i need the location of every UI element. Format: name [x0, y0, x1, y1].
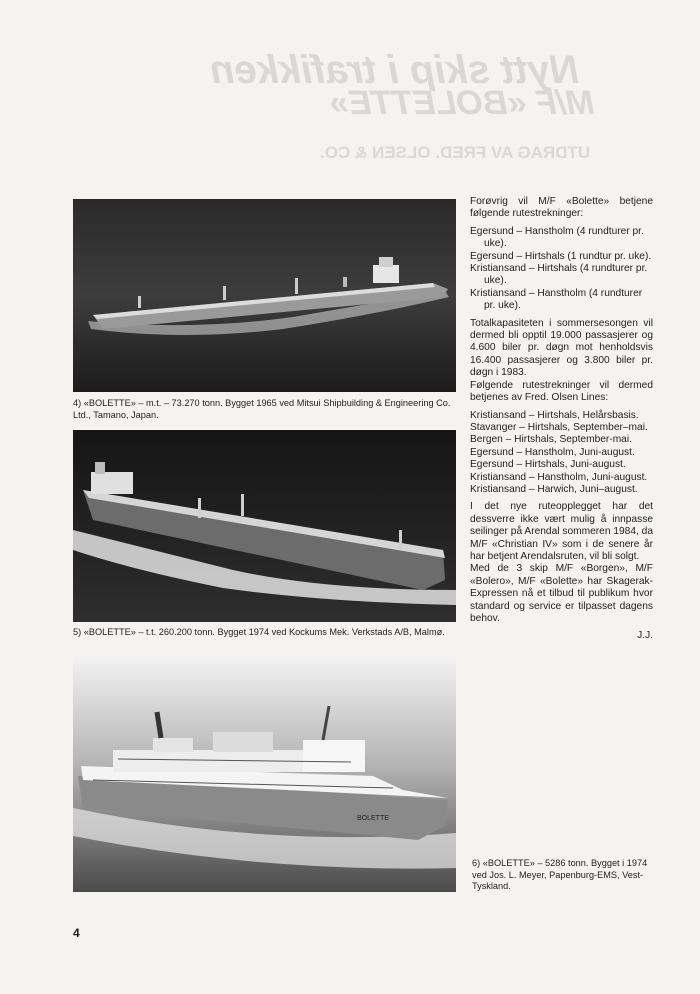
- route-line: Kristiansand – Hanstholm (4 rundturer pr. uke).: [470, 287, 643, 312]
- route-line: Egersund – Hirtshals (1 rundtur pr. uke).: [470, 250, 652, 262]
- show-through-subheading: M/F «BOLETTE»: [330, 84, 595, 122]
- article-column: [470, 196, 653, 648]
- route-line: Kristiansand – Hanstholm, Juni-august.: [470, 471, 648, 483]
- route-line: Kristiansand – Hirtshals (4 rundturer pr. uke).: [470, 263, 648, 287]
- route-line: Bergen – Hirtshals, September-mai.: [470, 434, 632, 446]
- route-line: Stavanger – Hirtshals, September–mai.: [470, 421, 648, 433]
- closing-paragraph: Med de 3 skip M/F «Borgen», M/F «Bolero», M/F «Bolette» har Skagerak-Expressen nå et tilbud til publikum hvor standard og service er tilpasset dagens behov.: [470, 563, 653, 624]
- routes-intro-paragraph: Følgende rutestrekninger vil dermed betjenes av Fred. Olsen Lines:: [470, 379, 653, 404]
- page-number: 4: [73, 926, 80, 940]
- route-line: Kristiansand – Hirtshals, Helårsbasis.: [470, 409, 639, 421]
- author-signature: J.J.: [637, 630, 653, 642]
- photo-ferry-bolette: [73, 658, 456, 892]
- photo-caption: 4) «BOLETTE» – m.t. – 73.270 tonn. Bygget 1965 ved Mitsui Shipbuilding & Engineering Co. Ltd., Tamano, Japan.: [73, 398, 451, 420]
- show-through-heading: Nytt skip i trafikken: [210, 48, 580, 92]
- show-through-byline: UTDRAG AV FRED. OLSEN & CO.: [320, 143, 591, 162]
- photo-tanker-1965: [73, 199, 456, 392]
- route-line: Kristiansand – Harwich, Juni–august.: [470, 483, 638, 495]
- photo-tanker-1974: [73, 430, 456, 622]
- route-line: Egersund – Hanstholm, Juni-august.: [470, 446, 635, 458]
- photo-caption: 6) «BOLETTE» – 5286 tonn. Bygget i 1974 ved Jos. L. Meyer, Papenburg-EMS, Vest-Tyskland.: [472, 858, 648, 891]
- route-line: Egersund – Hirtshals, Juni-august.: [470, 459, 626, 471]
- arendal-paragraph: I det nye ruteopplegget har det dessverre ikke vært mulig å innpasse seilinger på Arendal sommeren 1984, da M/F «Christian IV» som i de senere år har betjent Arendalsruten, vil bli solgt.: [470, 501, 653, 562]
- photo-caption: 5) «BOLETTE» – t.t. 260.200 tonn. Bygget 1974 ved Kockums Mek. Verkstads A/B, Malmø.: [73, 627, 445, 637]
- route-line: Egersund – Hanstholm (4 rundturer pr. uke).: [470, 225, 644, 250]
- intro-paragraph: Forøvrig vil M/F «Bolette» betjene følgende rutestrekninger:: [470, 196, 653, 220]
- capacity-paragraph: Totalkapasiteten i sommersesongen vil dermed bli opptil 19.000 passasjerer og 4.600 biler pr. døgn mot henholdsvis 16.400 passasjerer og 3.800 biler pr. døgn i 1983.: [470, 317, 653, 379]
- hull-name-text: BOLETTE: [357, 815, 389, 822]
